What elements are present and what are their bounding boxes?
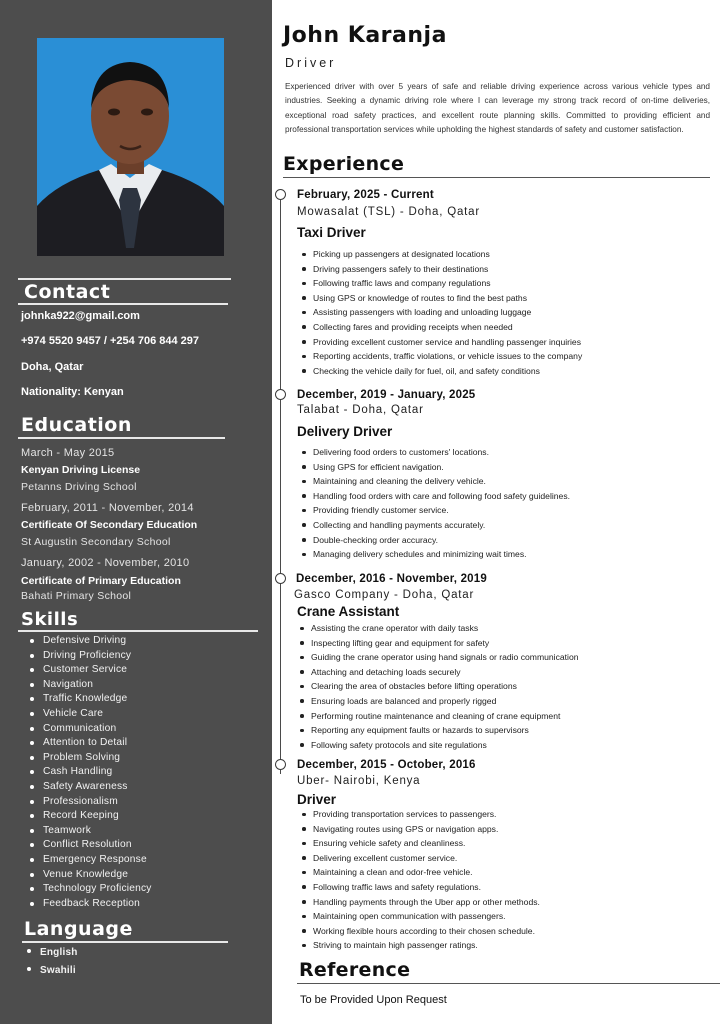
skill-item: Navigation xyxy=(29,678,152,693)
duty-item: Handling payments through the Uber app or other methods. xyxy=(300,895,540,910)
education-dates: January, 2002 - November, 2010 xyxy=(21,557,190,569)
education-school: Bahati Primary School xyxy=(21,590,132,602)
experience-timeline xyxy=(280,194,281,774)
duty-item: Maintaining open communication with passengers. xyxy=(300,909,540,924)
education-school: St Augustin Secondary School xyxy=(21,536,171,548)
skill-item: Feedback Reception xyxy=(29,897,152,912)
duty-item: Navigating routes using GPS or navigation apps. xyxy=(300,822,540,837)
skill-item: Driving Proficiency xyxy=(29,649,152,664)
job-duties-list xyxy=(298,621,579,752)
reference-text: To be Provided Upon Request xyxy=(300,994,447,1006)
skill-item: Emergency Response xyxy=(29,853,152,868)
duty-item: Following traffic laws and safety regulations. xyxy=(300,880,540,895)
profile-photo xyxy=(37,38,224,256)
job-dates: December, 2019 - January, 2025 xyxy=(297,389,476,401)
job-title: Delivery Driver xyxy=(297,424,393,439)
skills-heading: Skills xyxy=(21,609,79,630)
skill-item: Teamwork xyxy=(29,824,152,839)
job-dates: December, 2015 - October, 2016 xyxy=(297,759,476,771)
skill-item: Technology Proficiency xyxy=(29,882,152,897)
timeline-dot-icon xyxy=(275,189,286,200)
timeline-dot-icon xyxy=(275,389,286,400)
duty-item: Driving passengers safely to their destinations xyxy=(300,262,582,277)
reference-heading: Reference xyxy=(299,959,411,981)
language-item: Swahili xyxy=(26,962,78,980)
job-dates: February, 2025 - Current xyxy=(297,189,434,201)
skill-item: Communication xyxy=(29,722,152,737)
job-company: Uber- Nairobi, Kenya xyxy=(297,775,421,787)
duty-item: Collecting fares and providing receipts when needed xyxy=(300,320,582,335)
job-duties-list xyxy=(300,247,582,378)
duty-item: Assisting the crane operator with daily tasks xyxy=(298,621,579,636)
duty-item: Following traffic laws and company regulations xyxy=(300,276,582,291)
duty-item: Ensuring loads are balanced and properly rigged xyxy=(298,694,579,709)
duty-item: Clearing the area of obstacles before lifting operations xyxy=(298,679,579,694)
contact-heading: Contact xyxy=(24,281,111,303)
skill-item: Venue Knowledge xyxy=(29,868,152,883)
candidate-name: John Karanja xyxy=(283,23,447,48)
contact-top-rule xyxy=(18,278,231,280)
timeline-dot-icon xyxy=(275,759,286,770)
education-school: Petanns Driving School xyxy=(21,481,137,493)
education-dates: February, 2011 - November, 2014 xyxy=(21,502,194,514)
duty-item: Guiding the crane operator using hand signals or radio communication xyxy=(298,650,579,665)
job-company: Talabat - Doha, Qatar xyxy=(297,404,424,416)
job-company: Gasco Company - Doha, Qatar xyxy=(294,589,475,601)
duty-item: Providing friendly customer service. xyxy=(300,503,570,518)
education-rule xyxy=(18,437,225,439)
duty-item: Attaching and detaching loads securely xyxy=(298,665,579,680)
duty-item: Providing excellent customer service and handling passenger inquiries xyxy=(300,335,582,350)
skill-item: Cash Handling xyxy=(29,765,152,780)
skill-item: Problem Solving xyxy=(29,751,152,766)
skill-item: Record Keeping xyxy=(29,809,152,824)
duty-item: Performing routine maintenance and cleaning of crane equipment xyxy=(298,709,579,724)
reference-rule xyxy=(297,983,720,984)
skill-item: Defensive Driving xyxy=(29,634,152,649)
timeline-dot-icon xyxy=(275,573,286,584)
candidate-role: Driver xyxy=(285,56,337,70)
duty-item: Maintaining a clean and odor-free vehicle. xyxy=(300,865,540,880)
language-heading: Language xyxy=(24,918,133,940)
contact-nationality: Nationality: Kenyan xyxy=(21,386,124,398)
duty-item: Assisting passengers with loading and unloading luggage xyxy=(300,305,582,320)
duty-item: Picking up passengers at designated locations xyxy=(300,247,582,262)
duty-item: Maintaining and cleaning the delivery vehicle. xyxy=(300,474,570,489)
sidebar xyxy=(0,0,272,1024)
skills-rule xyxy=(18,630,258,632)
contact-email[interactable]: johnka922@gmail.com xyxy=(21,310,140,322)
skill-item: Professionalism xyxy=(29,795,152,810)
skill-item: Vehicle Care xyxy=(29,707,152,722)
duty-item: Handling food orders with care and following food safety guidelines. xyxy=(300,489,570,504)
duty-item: Collecting and handling payments accurately. xyxy=(300,518,570,533)
job-dates: December, 2016 - November, 2019 xyxy=(296,573,487,585)
duty-item: Ensuring vehicle safety and cleanliness. xyxy=(300,836,540,851)
duty-item: Delivering excellent customer service. xyxy=(300,851,540,866)
job-title: Driver xyxy=(297,792,337,807)
skill-item: Traffic Knowledge xyxy=(29,692,152,707)
language-item: English xyxy=(26,944,78,962)
duty-item: Providing transportation services to passengers. xyxy=(300,807,540,822)
contact-location: Doha, Qatar xyxy=(21,361,84,373)
job-duties-list xyxy=(300,807,540,953)
duty-item: Using GPS or knowledge of routes to find the best paths xyxy=(300,291,582,306)
skills-list xyxy=(29,634,152,911)
education-title: Certificate Of Secondary Education xyxy=(21,519,198,531)
contact-phone[interactable]: +974 5520 9457 / +254 706 844 297 xyxy=(21,335,200,347)
experience-heading: Experience xyxy=(283,153,405,175)
duty-item: Inspecting lifting gear and equipment for safety xyxy=(298,636,579,651)
duty-item: Following safety protocols and site regulations xyxy=(298,738,579,753)
duty-item: Managing delivery schedules and minimizing wait times. xyxy=(300,547,570,562)
experience-rule xyxy=(283,177,710,178)
duty-item: Reporting accidents, traffic violations, or vehicle issues to the company xyxy=(300,349,582,364)
language-rule xyxy=(22,941,228,943)
profile-summary: Experienced driver with over 5 years of safe and reliable driving experience across various vehicle types and industries. Seeking a dynamic driving role where I can leverage my strong track record of on-time deliveries, exceptional road safety practices, and excellent route planning skills. Committed to providing efficient and professional transportation services while upholding the highest standards of safety and customer satisfaction. xyxy=(285,82,710,135)
education-dates: March - May 2015 xyxy=(21,447,115,459)
duty-item: Double-checking order accuracy. xyxy=(300,533,570,548)
job-duties-list xyxy=(300,445,570,562)
education-title: Kenyan Driving License xyxy=(21,464,141,476)
skill-item: Conflict Resolution xyxy=(29,838,152,853)
person-portrait-icon xyxy=(37,38,224,256)
contact-bottom-rule xyxy=(18,303,228,305)
duty-item: Reporting any equipment faults or hazards to supervisors xyxy=(298,723,579,738)
duty-item: Checking the vehicle daily for fuel, oil, and safety conditions xyxy=(300,364,582,379)
duty-item: Delivering food orders to customers' locations. xyxy=(300,445,570,460)
job-company: Mowasalat (TSL) - Doha, Qatar xyxy=(297,206,480,218)
job-title: Crane Assistant xyxy=(297,604,400,619)
education-title: Certificate of Primary Education xyxy=(21,575,181,587)
skill-item: Attention to Detail xyxy=(29,736,152,751)
education-heading: Education xyxy=(21,414,132,436)
duty-item: Working flexible hours according to their chosen schedule. xyxy=(300,924,540,939)
duty-item: Striving to maintain high passenger ratings. xyxy=(300,938,540,953)
skill-item: Safety Awareness xyxy=(29,780,152,795)
duty-item: Using GPS for efficient navigation. xyxy=(300,460,570,475)
language-list xyxy=(26,944,78,980)
skill-item: Customer Service xyxy=(29,663,152,678)
job-title: Taxi Driver xyxy=(297,225,366,240)
